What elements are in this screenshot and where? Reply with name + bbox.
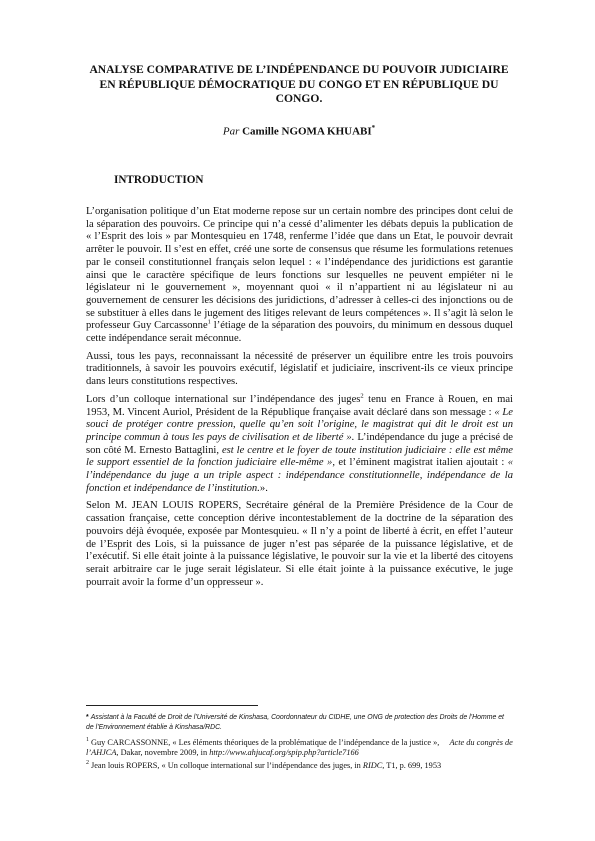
author-line [80,121,518,139]
auriol-quote: « Le souci de protéger contre pression, quelle qu’en soit l’origine, le magistrat qui dit le droit est un principe commun à tous les pays de civilisation et de liberté ». [86,406,513,443]
footnote-1 [86,735,513,758]
footnote-1-text-b: Acte du congrès de l’AHJCA [86,737,513,757]
footnote-1-link[interactable]: http://www.ahjucaf.org/spip.php?article7166 [209,747,359,757]
battaglini-quote: est le centre et le foyer de toute institution judiciaire : elle est même le support essentiel de la fonction judiciaire elle-même » [86,444,513,469]
magistrate-quote: « l’indépendance du juge a un triple aspect : indépendance constitutionnelle, indépendance de la fonction et indépendance de l’institution. [86,457,513,494]
paragraph-1-text-a: L’organisation politique d’un Etat moderne repose sur un certain nombre des principes dont celui de la séparation des pouvoirs. Ce principe qui n’a cessé d’alimenter les débats depuis la publication de « l’Esprit des lois » par Montesquieu en 1748, renferme l’idée que dans un Etat, le pouvoir devrait arrêter le pouvoir. Il s’est en effet, créé une sorte de consensus que résume les formulations retenues par le conseil constitutionnel français selon lequel : « l’indépendance des juridictions est garantie ainsi que le caractère spécifique de leurs fonctions sur lesquelles ne peuvent empiéter ni le législateur ni le gouvernement », moyennant quoi « il n’appartient ni au législateur ni au gouvernement de censurer les décisions des juridictions, d’adresser à celles-ci des injonctions ou de se substituer à elles dans le jugement des litiges relevant de leurs compétences ». Il s’agit là selon le professeur Guy Carcassonne [86,206,513,332]
paragraph-1-text-b: l’étiage de la séparation des pouvoirs, du minimum en dessous duquel cette indépendance serait méconnue. [86,320,513,345]
footnote-2-text-b: RIDC [362,760,383,770]
footnote-author-text: Assistant à la Faculté de Droit de l’Université de Kinshasa, Coordonnateur du CIDHE, une ONG de protection des Droits de l’Homme et de l’Environnement établie à Kinshasa/RDC. [86,714,504,731]
paragraph-2: Aussi, tous les pays, reconnaissant la nécessité de préserver un équilibre entre les trois pouvoirs traditionnels, à savoir les pouvoirs exécutif, législatif et judiciaire, inscrivent-ils ce vieux principe dans leurs constitutions respectives. [86,350,513,388]
paragraph-3-text-e: ». [259,482,268,494]
paragraph-1 [86,206,513,346]
footnote-2-text-c: , T1, p. 699, 1953 [382,760,442,770]
footnote-1-text-c: , Dakar, novembre 2009, in [116,747,210,757]
author-prefix: Par [222,125,240,138]
document-title: ANALYSE COMPARATIVE DE L’INDÉPENDANCE DU POUVOIR JUDICIAIRE EN RÉPUBLIQUE DÉMOCRATIQUE DU CONGO ET EN RÉPUBLIQUE DU CONGO. [89,63,509,105]
footnote-author-mark: * [86,714,89,721]
author-name: Camille NGOMA KHUABI [242,125,372,138]
footnote-1-mark: 1 [86,737,89,743]
body-text [86,206,513,594]
paragraph-3-text-a: Lors d’un colloque international sur l’indépendance des juges [86,393,361,405]
paragraph-3 [86,394,513,496]
author-note-mark: * [371,124,376,132]
paragraph-3-text-d: , et l’éminent magistrat italien ajoutait : [332,457,508,469]
footnote-ref-1: 1 [207,318,211,326]
footnotes [86,713,513,771]
footnote-author [86,713,513,732]
footnote-1-text-a: Guy CARCASSONNE, « Les éléments théoriques de la problématique de l’indépendance de la justice », [91,737,440,747]
footnote-divider [86,705,258,706]
paragraph-3-text-b: tenu en France à Rouen, en mai 1953, M. Vincent Auriol, Président de la République française avait déclaré dans son message : [86,393,513,418]
paragraph-3-text-c: L’indépendance du juge a précisé de son côté M. Ernesto Battaglini, [86,431,514,456]
section-heading: INTRODUCTION [114,174,204,186]
footnote-2-mark: 2 [86,760,89,767]
footnote-2-text-a: Jean louis ROPERS, « Un colloque international sur l’indépendance des juges, in [91,760,363,770]
footnote-ref-2: 2 [360,392,364,400]
footnote-2 [86,758,513,771]
paragraph-4: Selon M. JEAN LOUIS ROPERS, Secrétaire général de la Première Présidence de la Cour de cassation française, cette conception dérive incontestablement de la doctrine de la séparation des pouvoirs déjà évoquée, exposée par Montesquieu. « Il n’y a point de liberté à écrit, en effet l’auteur de l’Esprit des Lois, si la puissance de juger n’est pas séparée de la puissance législative, et de l’exécutif. Si elle était jointe à la puissance législative, le pouvoir sur la vie et la liberté des citoyens serait arbitraire car le juge serait législateur. Si elle était jointe à la puissance exécutive, le juge pourrait avoir la forme d’un oppresseur ». [86,500,513,588]
